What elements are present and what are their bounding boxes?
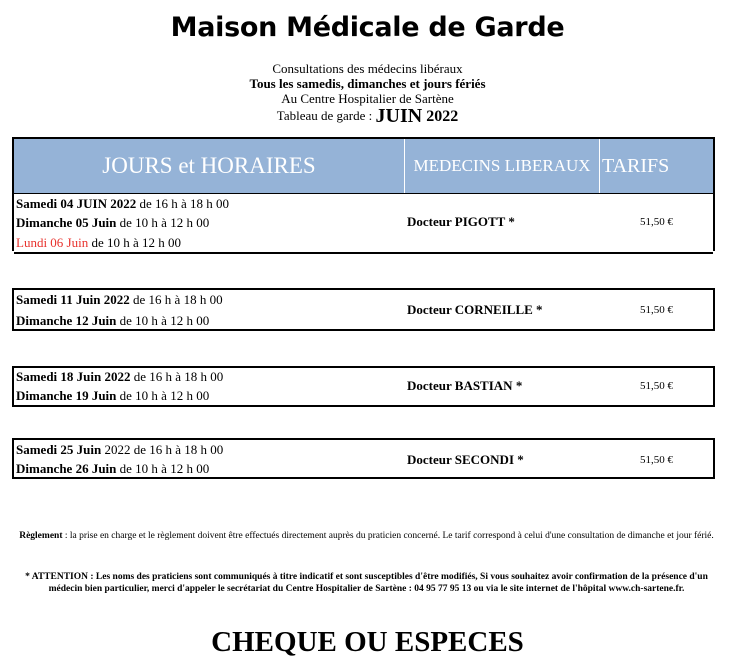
- schedule-line: [16, 196, 229, 212]
- price: 51,50 €: [640, 454, 673, 466]
- day-label: Dimanche 05 Juin: [16, 215, 117, 230]
- header-jours: JOURS et HORAIRES: [14, 139, 405, 193]
- hours-label: de 16 h à 18 h 00: [130, 369, 224, 384]
- reglement-label: Règlement: [19, 531, 63, 541]
- hours-label: de 10 h à 12 h 00: [116, 461, 210, 476]
- hours-label: de 10 h à 12 h 00: [116, 313, 210, 328]
- doctor-name: Docteur CORNEILLE *: [407, 302, 543, 317]
- attention-note: * ATTENTION : Les noms des praticiens sont communiqués à titre indicatif et sont susceptibles d'être modifiés, Si vous souhaitez avoir confirmation de la présence d'un médecin bien particulier, merci d'appeler le secrétariat du Centre Hospitalier de Sartène : 04 95 77 95 13 ou via le site internet de l'hôpital www.ch-sartene.fr.: [25, 572, 708, 594]
- schedule-line: [16, 215, 209, 231]
- schedule-row: [14, 193, 713, 254]
- doctor-name: Docteur PIGOTT *: [407, 214, 515, 229]
- schedule-table-header-block: [12, 137, 715, 251]
- day-label: Samedi 11 Juin 2022: [16, 292, 130, 307]
- subtitle-line2: Tous les samedis, dimanches et jours fériés: [249, 76, 486, 91]
- schedule-heading: [0, 105, 735, 127]
- day-label: Dimanche 12 Juin: [16, 313, 117, 328]
- schedule-line: [16, 369, 223, 385]
- reglement-text: : la prise en charge et le règlement doivent être effectués directement auprès du praticien concerné. Le tarif correspond à celui d'une consultation de dimanche et jour férié.: [62, 531, 714, 541]
- subtitle-line3: Au Centre Hospitalier de Sartène: [281, 91, 454, 106]
- doctor-name: Docteur SECONDI *: [407, 452, 524, 467]
- schedule-line: [16, 388, 209, 404]
- hours-label: de 16 h à 18 h 00: [129, 292, 223, 307]
- reglement-note: [14, 530, 719, 542]
- doctor-name: Docteur BASTIAN *: [407, 378, 523, 393]
- schedule-prefix: Tableau de garde :: [276, 108, 376, 123]
- schedule-row: [12, 438, 715, 479]
- schedule-line: [16, 235, 181, 251]
- hours-label: de 10 h à 12 h 00: [116, 388, 210, 403]
- schedule-line: [16, 292, 223, 308]
- page-title: Maison Médicale de Garde: [170, 12, 565, 43]
- schedule-row: [12, 366, 715, 407]
- payment-methods: CHEQUE OU ESPECES: [211, 626, 524, 658]
- header-medecins: MEDECINS LIBERAUX: [405, 139, 600, 193]
- subtitle-line1: Consultations des médecins libéraux: [272, 61, 463, 76]
- hours-label: de 10 h à 12 h 00: [88, 235, 182, 250]
- schedule-line: [16, 461, 209, 477]
- schedule-line: [16, 442, 223, 458]
- day-label: Samedi 18 Juin 2022: [16, 369, 131, 384]
- price: 51,50 €: [640, 380, 673, 392]
- table-header-row: [14, 139, 713, 193]
- schedule-row: [12, 288, 715, 331]
- schedule-month: JUIN: [375, 105, 423, 127]
- day-label: Samedi 04 JUIN 2022: [16, 196, 137, 211]
- hours-label: de 10 h à 12 h 00: [116, 215, 210, 230]
- price: 51,50 €: [640, 304, 673, 316]
- schedule-year: 2022: [422, 108, 459, 125]
- header-tarifs: TARIFS: [602, 155, 670, 177]
- price: 51,50 €: [640, 216, 673, 228]
- day-label: Dimanche 19 Juin: [16, 388, 117, 403]
- hours-label: 2022 de 16 h à 18 h 00: [101, 442, 224, 457]
- day-label: Samedi 25 Juin: [16, 442, 102, 457]
- holiday-day-label: Lundi 06 Juin: [16, 235, 89, 250]
- schedule-line: [16, 313, 209, 329]
- hours-label: de 16 h à 18 h 00: [136, 196, 230, 211]
- day-label: Dimanche 26 Juin: [16, 461, 117, 476]
